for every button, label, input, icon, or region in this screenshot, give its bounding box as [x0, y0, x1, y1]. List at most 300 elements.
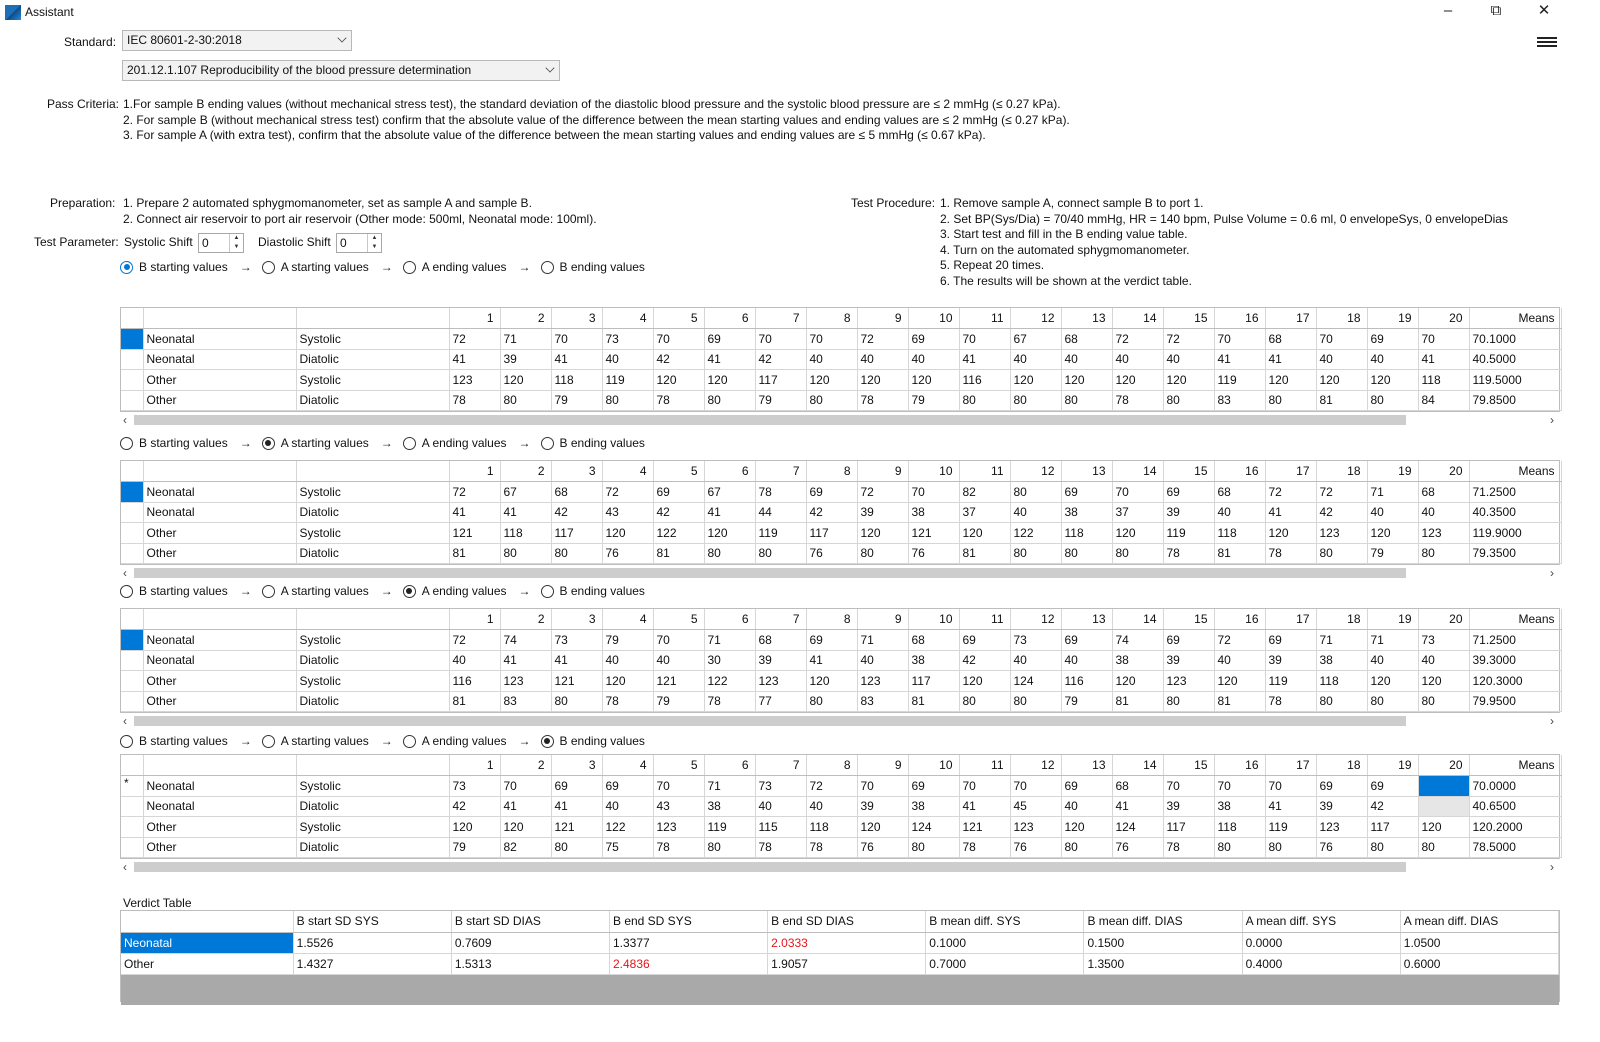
value-cell[interactable]: 78	[1163, 543, 1214, 564]
value-cell[interactable]: 69	[602, 776, 653, 797]
value-cell[interactable]: 70	[653, 329, 704, 350]
type-cell[interactable]: Diatolic	[296, 543, 449, 564]
value-cell[interactable]: 74	[500, 630, 551, 651]
value-cell[interactable]: 42	[653, 502, 704, 523]
value-cell[interactable]: 40	[1010, 650, 1061, 671]
value-cell[interactable]: 80	[551, 691, 602, 712]
value-cell[interactable]: 80	[857, 543, 908, 564]
value-cell[interactable]: 70	[1316, 329, 1367, 350]
value-cell[interactable]: 70	[959, 329, 1010, 350]
value-cell[interactable]: 67	[1010, 329, 1061, 350]
radio-button[interactable]	[541, 585, 554, 598]
scroll-right-icon[interactable]: ›	[1550, 714, 1554, 728]
value-cell[interactable]: 78	[653, 837, 704, 858]
value-cell[interactable]: 123	[1418, 523, 1469, 544]
value-cell[interactable]: 80	[1163, 390, 1214, 411]
value-cell[interactable]: 38	[908, 650, 959, 671]
value-cell[interactable]: 79	[1061, 691, 1112, 712]
value-cell[interactable]: 71	[704, 776, 755, 797]
value-cell[interactable]: 121	[959, 817, 1010, 838]
type-cell[interactable]: Systolic	[296, 817, 449, 838]
value-cell[interactable]: 120	[1061, 370, 1112, 391]
value-cell[interactable]: 70	[1214, 329, 1265, 350]
value-cell[interactable]: 39	[755, 650, 806, 671]
value-cell[interactable]: 78	[449, 390, 500, 411]
value-cell[interactable]: 41	[551, 796, 602, 817]
value-cell[interactable]: 72	[1163, 329, 1214, 350]
value-cell[interactable]	[1418, 796, 1469, 817]
mode-cell[interactable]: Other	[143, 390, 296, 411]
value-cell[interactable]: 80	[500, 543, 551, 564]
value-cell[interactable]: 76	[602, 543, 653, 564]
value-cell[interactable]: 120	[806, 370, 857, 391]
value-cell[interactable]: 69	[1061, 630, 1112, 651]
value-cell[interactable]: 120	[602, 671, 653, 692]
value-cell[interactable]: 78	[1163, 837, 1214, 858]
value-cell[interactable]: 117	[551, 523, 602, 544]
value-cell[interactable]: 120	[857, 817, 908, 838]
mode-cell[interactable]: Other	[143, 370, 296, 391]
spin-down-icon[interactable]: ▼	[371, 244, 378, 250]
value-cell[interactable]: 81	[449, 543, 500, 564]
value-cell[interactable]: 41	[500, 796, 551, 817]
value-cell[interactable]: 122	[653, 523, 704, 544]
type-cell[interactable]: Systolic	[296, 523, 449, 544]
value-cell[interactable]: 41	[449, 349, 500, 370]
radio-button[interactable]	[541, 437, 554, 450]
value-cell[interactable]: 68	[908, 630, 959, 651]
radio-button[interactable]	[120, 261, 133, 274]
value-cell[interactable]: 70	[857, 776, 908, 797]
value-cell[interactable]: 78	[602, 691, 653, 712]
value-cell[interactable]: 78	[1265, 543, 1316, 564]
value-cell[interactable]: 81	[1316, 390, 1367, 411]
value-cell[interactable]: 71	[500, 329, 551, 350]
value-cell[interactable]: 76	[857, 837, 908, 858]
value-cell[interactable]: 72	[857, 329, 908, 350]
step-radio-option[interactable]	[120, 584, 228, 598]
value-cell[interactable]: 41	[1112, 796, 1163, 817]
scroll-left-icon[interactable]: ‹	[123, 566, 127, 580]
value-cell[interactable]: 69	[806, 482, 857, 503]
mode-cell[interactable]: Other	[143, 691, 296, 712]
value-cell[interactable]: 41	[1265, 796, 1316, 817]
value-cell[interactable]: 76	[908, 543, 959, 564]
value-cell[interactable]: 69	[1367, 776, 1418, 797]
value-cell[interactable]: 38	[1061, 502, 1112, 523]
value-cell[interactable]: 41	[449, 502, 500, 523]
maximize-icon[interactable]: ⧉	[1490, 2, 1502, 19]
value-cell[interactable]: 69	[806, 630, 857, 651]
type-cell[interactable]: Systolic	[296, 776, 449, 797]
value-cell[interactable]: 78	[806, 837, 857, 858]
value-cell[interactable]: 118	[500, 523, 551, 544]
value-cell[interactable]: 45	[1010, 796, 1061, 817]
row-header[interactable]	[121, 502, 143, 523]
close-icon[interactable]: ✕	[1537, 2, 1551, 19]
type-cell[interactable]: Systolic	[296, 370, 449, 391]
row-header[interactable]	[121, 543, 143, 564]
value-cell[interactable]: 118	[551, 370, 602, 391]
type-cell[interactable]: Systolic	[296, 329, 449, 350]
scroll-right-icon[interactable]: ›	[1550, 566, 1554, 580]
type-cell[interactable]: Diatolic	[296, 796, 449, 817]
value-cell[interactable]: 119	[704, 817, 755, 838]
value-cell[interactable]: 81	[1214, 691, 1265, 712]
value-cell[interactable]: 76	[806, 543, 857, 564]
value-cell[interactable]: 69	[1163, 630, 1214, 651]
value-cell[interactable]: 80	[959, 390, 1010, 411]
value-cell[interactable]: 71	[857, 630, 908, 651]
value-cell[interactable]: 80	[1112, 543, 1163, 564]
value-cell[interactable]: 119	[602, 370, 653, 391]
step-radio-option[interactable]	[262, 436, 369, 450]
value-cell[interactable]: 70	[908, 482, 959, 503]
radio-button[interactable]	[403, 585, 416, 598]
value-cell[interactable]: 81	[908, 691, 959, 712]
scroll-thumb[interactable]	[134, 862, 1406, 872]
value-cell[interactable]: 42	[551, 502, 602, 523]
value-cell[interactable]: 42	[1316, 502, 1367, 523]
value-cell[interactable]: 38	[1316, 650, 1367, 671]
value-cell[interactable]: 80	[1010, 691, 1061, 712]
value-cell[interactable]: 41	[704, 502, 755, 523]
value-cell[interactable]: 41	[806, 650, 857, 671]
scroll-left-icon[interactable]: ‹	[123, 714, 127, 728]
value-cell[interactable]: 72	[806, 776, 857, 797]
radio-button[interactable]	[541, 261, 554, 274]
type-cell[interactable]: Diatolic	[296, 502, 449, 523]
value-cell[interactable]: 69	[551, 776, 602, 797]
scroll-right-icon[interactable]: ›	[1550, 860, 1554, 874]
value-cell[interactable]: 120	[704, 370, 755, 391]
verdict-row-label[interactable]: Neonatal	[121, 932, 293, 953]
value-cell[interactable]: 120	[959, 523, 1010, 544]
radio-button[interactable]	[262, 261, 275, 274]
value-cell[interactable]: 30	[704, 650, 755, 671]
scroll-left-icon[interactable]: ‹	[123, 860, 127, 874]
value-cell[interactable]: 69	[908, 329, 959, 350]
value-cell[interactable]: 41	[551, 349, 602, 370]
value-cell[interactable]: 117	[806, 523, 857, 544]
value-cell[interactable]: 72	[1112, 329, 1163, 350]
value-cell[interactable]: 40	[1061, 650, 1112, 671]
value-cell[interactable]: 117	[1367, 817, 1418, 838]
value-cell[interactable]: 40	[1010, 502, 1061, 523]
value-cell[interactable]: 120	[1418, 817, 1469, 838]
type-cell[interactable]: Diatolic	[296, 349, 449, 370]
value-cell[interactable]: 70	[653, 630, 704, 651]
step-radio-option[interactable]	[541, 584, 645, 598]
value-cell[interactable]: 39	[1265, 650, 1316, 671]
value-cell[interactable]: 73	[551, 630, 602, 651]
value-cell[interactable]: 122	[704, 671, 755, 692]
value-cell[interactable]: 40	[1418, 502, 1469, 523]
mode-cell[interactable]: Other	[143, 817, 296, 838]
value-cell[interactable]: 83	[857, 691, 908, 712]
value-cell[interactable]: 70	[551, 329, 602, 350]
value-cell[interactable]: 40	[806, 796, 857, 817]
value-cell[interactable]: 71	[704, 630, 755, 651]
value-cell[interactable]: 123	[653, 817, 704, 838]
step-radio-option[interactable]	[120, 436, 228, 450]
value-cell[interactable]: 81	[449, 691, 500, 712]
step-radio-option[interactable]	[120, 734, 228, 748]
value-cell[interactable]: 72	[1316, 482, 1367, 503]
value-cell[interactable]: 123	[1010, 817, 1061, 838]
value-cell[interactable]: 80	[1316, 543, 1367, 564]
step-radio-option[interactable]	[403, 260, 507, 274]
step-radio-option[interactable]	[120, 260, 228, 274]
value-cell[interactable]: 80	[704, 543, 755, 564]
value-cell[interactable]: 72	[602, 482, 653, 503]
minimize-icon[interactable]: –	[1443, 2, 1453, 19]
menu-icon[interactable]	[1537, 37, 1557, 49]
step-radio-option[interactable]	[262, 260, 369, 274]
value-cell[interactable]: 68	[1265, 329, 1316, 350]
value-cell[interactable]: 42	[806, 502, 857, 523]
value-cell[interactable]: 80	[1010, 482, 1061, 503]
value-cell[interactable]: 123	[1316, 817, 1367, 838]
value-cell[interactable]: 70	[1112, 482, 1163, 503]
scroll-thumb[interactable]	[134, 415, 1406, 425]
value-cell[interactable]: 120	[857, 523, 908, 544]
step-radio-option[interactable]	[403, 584, 507, 598]
value-cell[interactable]: 41	[1418, 349, 1469, 370]
value-cell[interactable]: 78	[1112, 390, 1163, 411]
row-header[interactable]	[121, 691, 143, 712]
value-cell[interactable]: 80	[1061, 543, 1112, 564]
value-cell[interactable]: 116	[959, 370, 1010, 391]
value-cell[interactable]: 40	[1367, 502, 1418, 523]
type-cell[interactable]: Diatolic	[296, 837, 449, 858]
value-cell[interactable]: 69	[1316, 776, 1367, 797]
value-cell[interactable]: 80	[1265, 390, 1316, 411]
value-cell[interactable]: 122	[602, 817, 653, 838]
value-cell[interactable]: 70	[959, 776, 1010, 797]
value-cell[interactable]: 120	[500, 817, 551, 838]
value-cell[interactable]: 38	[704, 796, 755, 817]
value-cell[interactable]: 38	[1214, 796, 1265, 817]
value-cell[interactable]: 117	[908, 671, 959, 692]
horizontal-scrollbar[interactable]	[120, 859, 1560, 875]
value-cell[interactable]: 120	[653, 370, 704, 391]
value-cell[interactable]: 123	[1163, 671, 1214, 692]
value-cell[interactable]: 40	[908, 349, 959, 370]
scroll-thumb[interactable]	[134, 568, 1406, 578]
value-cell[interactable]: 40	[857, 349, 908, 370]
value-cell[interactable]: 69	[908, 776, 959, 797]
verdict-row-label[interactable]: Other	[121, 953, 293, 974]
value-cell[interactable]: 75	[602, 837, 653, 858]
radio-button[interactable]	[262, 437, 275, 450]
value-cell[interactable]: 80	[959, 691, 1010, 712]
mode-cell[interactable]: Other	[143, 671, 296, 692]
value-cell[interactable]: 80	[1367, 837, 1418, 858]
value-cell[interactable]: 44	[755, 502, 806, 523]
horizontal-scrollbar[interactable]	[120, 565, 1560, 581]
value-cell[interactable]: 120	[1163, 370, 1214, 391]
value-cell[interactable]: 79	[449, 837, 500, 858]
value-cell[interactable]: 40	[1061, 796, 1112, 817]
value-cell[interactable]: 120	[1367, 523, 1418, 544]
mode-cell[interactable]: Other	[143, 523, 296, 544]
value-cell[interactable]: 41	[551, 650, 602, 671]
value-cell[interactable]: 73	[449, 776, 500, 797]
horizontal-scrollbar[interactable]	[120, 713, 1560, 729]
value-cell[interactable]: 40	[1214, 650, 1265, 671]
value-cell[interactable]: 118	[1061, 523, 1112, 544]
value-cell[interactable]: 121	[551, 817, 602, 838]
value-cell[interactable]: 73	[1418, 630, 1469, 651]
value-cell[interactable]: 121	[908, 523, 959, 544]
value-cell[interactable]: 120	[908, 370, 959, 391]
value-cell[interactable]: 70	[1418, 329, 1469, 350]
value-cell[interactable]: 43	[653, 796, 704, 817]
value-cell[interactable]: 80	[1367, 691, 1418, 712]
value-cell[interactable]: 70	[755, 329, 806, 350]
scroll-right-icon[interactable]: ›	[1550, 413, 1554, 427]
systolic-shift-stepper[interactable]	[198, 233, 244, 253]
value-cell[interactable]: 83	[500, 691, 551, 712]
value-cell[interactable]: 79	[653, 691, 704, 712]
type-cell[interactable]: Systolic	[296, 630, 449, 651]
value-cell[interactable]: 41	[704, 349, 755, 370]
value-cell[interactable]: 42	[959, 650, 1010, 671]
value-cell[interactable]: 72	[449, 482, 500, 503]
value-cell[interactable]: 39	[857, 796, 908, 817]
value-cell[interactable]: 120	[806, 671, 857, 692]
value-cell[interactable]: 71	[1367, 482, 1418, 503]
value-cell[interactable]: 70	[653, 776, 704, 797]
value-cell[interactable]: 40	[1367, 650, 1418, 671]
value-cell[interactable]: 123	[500, 671, 551, 692]
value-cell[interactable]: 123	[1316, 523, 1367, 544]
row-header[interactable]	[121, 482, 143, 503]
value-cell[interactable]: 39	[1163, 796, 1214, 817]
value-cell[interactable]: 79	[908, 390, 959, 411]
step-radio-option[interactable]	[403, 436, 507, 450]
value-cell[interactable]: 121	[653, 671, 704, 692]
value-cell[interactable]: 120	[857, 370, 908, 391]
value-cell[interactable]: 78	[959, 837, 1010, 858]
value-cell[interactable]: 40	[755, 796, 806, 817]
mode-cell[interactable]: Neonatal	[143, 482, 296, 503]
value-cell[interactable]: 38	[1112, 650, 1163, 671]
value-cell[interactable]: 42	[653, 349, 704, 370]
value-cell[interactable]: 70	[1214, 776, 1265, 797]
value-cell[interactable]: 80	[1418, 543, 1469, 564]
value-cell[interactable]: 40	[1418, 650, 1469, 671]
radio-button[interactable]	[262, 735, 275, 748]
value-cell[interactable]: 42	[449, 796, 500, 817]
value-cell[interactable]: 41	[1214, 349, 1265, 370]
value-cell[interactable]: 78	[704, 691, 755, 712]
step-radio-option[interactable]	[541, 734, 645, 748]
value-cell[interactable]: 80	[1265, 837, 1316, 858]
value-cell[interactable]: 72	[857, 482, 908, 503]
value-cell[interactable]: 41	[500, 650, 551, 671]
value-cell[interactable]: 39	[500, 349, 551, 370]
diastolic-shift-stepper[interactable]	[336, 233, 382, 253]
value-cell[interactable]: 120	[1316, 370, 1367, 391]
value-cell[interactable]: 69	[959, 630, 1010, 651]
type-cell[interactable]: Systolic	[296, 671, 449, 692]
value-cell[interactable]: 39	[1316, 796, 1367, 817]
radio-button[interactable]	[541, 735, 554, 748]
value-cell[interactable]: 80	[1010, 543, 1061, 564]
value-cell[interactable]: 118	[1214, 523, 1265, 544]
value-cell[interactable]: 119	[1265, 817, 1316, 838]
value-cell[interactable]: 68	[1214, 482, 1265, 503]
value-cell[interactable]: 80	[1163, 691, 1214, 712]
value-cell[interactable]: 120	[1112, 671, 1163, 692]
value-cell[interactable]: 120	[500, 370, 551, 391]
value-cell[interactable]: 40	[857, 650, 908, 671]
row-header[interactable]	[121, 817, 143, 838]
value-cell[interactable]: 81	[959, 543, 1010, 564]
row-header[interactable]	[121, 329, 143, 350]
value-cell[interactable]: 41	[1265, 502, 1316, 523]
value-cell[interactable]: 78	[1265, 691, 1316, 712]
type-cell[interactable]: Diatolic	[296, 390, 449, 411]
value-cell[interactable]: 74	[1112, 630, 1163, 651]
row-header[interactable]	[121, 523, 143, 544]
value-cell[interactable]: 80	[806, 390, 857, 411]
value-cell[interactable]: 76	[1010, 837, 1061, 858]
value-cell[interactable]: 80	[1418, 691, 1469, 712]
value-cell[interactable]: 40	[602, 650, 653, 671]
value-cell[interactable]: 123	[449, 370, 500, 391]
value-cell[interactable]: 40	[1061, 349, 1112, 370]
value-cell[interactable]: 73	[755, 776, 806, 797]
radio-button[interactable]	[403, 261, 416, 274]
value-cell[interactable]: 80	[806, 691, 857, 712]
scroll-left-icon[interactable]: ‹	[123, 413, 127, 427]
value-cell[interactable]: 80	[1061, 390, 1112, 411]
row-header[interactable]	[121, 630, 143, 651]
value-cell[interactable]: 80	[1418, 837, 1469, 858]
value-cell[interactable]: 121	[551, 671, 602, 692]
value-cell[interactable]: 82	[500, 837, 551, 858]
value-cell[interactable]: 80	[704, 837, 755, 858]
value-cell[interactable]: 39	[857, 502, 908, 523]
value-cell[interactable]: 69	[653, 482, 704, 503]
value-cell[interactable]: 69	[1367, 329, 1418, 350]
value-cell[interactable]: 42	[755, 349, 806, 370]
value-cell[interactable]: 120	[1112, 370, 1163, 391]
value-cell[interactable]: 78	[653, 390, 704, 411]
value-cell[interactable]: 80	[1214, 837, 1265, 858]
value-cell[interactable]: 120	[1061, 817, 1112, 838]
row-header[interactable]	[121, 390, 143, 411]
value-cell[interactable]: 39	[1163, 502, 1214, 523]
value-cell[interactable]: 80	[755, 543, 806, 564]
value-cell[interactable]: 77	[755, 691, 806, 712]
value-cell[interactable]: 80	[1061, 837, 1112, 858]
step-radio-option[interactable]	[262, 734, 369, 748]
value-cell[interactable]: 73	[602, 329, 653, 350]
step-radio-option[interactable]	[403, 734, 507, 748]
row-header[interactable]	[121, 370, 143, 391]
value-cell[interactable]: 82	[959, 482, 1010, 503]
value-cell[interactable]: 40	[1163, 349, 1214, 370]
value-cell[interactable]: 122	[1010, 523, 1061, 544]
mode-cell[interactable]: Other	[143, 543, 296, 564]
spin-up-icon[interactable]: ▲	[371, 235, 378, 241]
value-cell[interactable]	[1418, 776, 1469, 797]
value-cell[interactable]: 78	[857, 390, 908, 411]
